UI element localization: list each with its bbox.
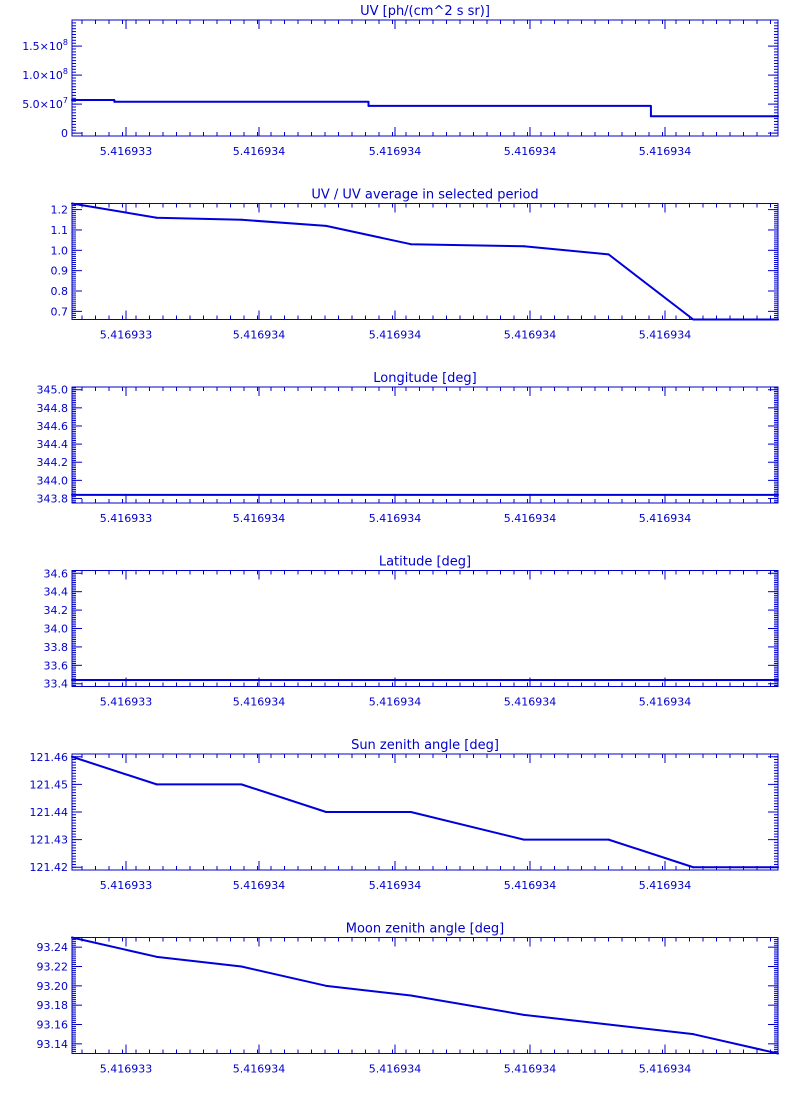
x-tick-label: 5.416933 [99,1062,153,1076]
data-point [777,1053,779,1055]
x-tick-label: 5.416934 [638,879,692,892]
y-tick-label: 344.6 [36,419,68,433]
x-tick-label: 5.416934 [503,145,557,158]
data-point [113,101,115,103]
chart-panel-2 [51,188,780,342]
y-tick-label: 93.20 [36,979,68,993]
y-tick-label: 93.14 [36,1037,68,1051]
data-point [523,1014,525,1016]
y-tick-label: 121.42 [29,861,68,875]
data-point [777,679,779,681]
x-tick-label: 5.416934 [638,1062,692,1076]
x-tick-label: 5.416934 [368,879,422,892]
data-point [240,966,242,968]
x-tick-label: 5.416934 [232,879,286,892]
plot-frame [72,938,778,1054]
data-point [692,319,694,321]
y-tick-label: 345.0 [36,383,68,397]
y-tick-label: 121.45 [29,778,68,792]
chart-title: UV [ph/(cm^2 s sr)] [360,4,490,19]
y-tick-label: $1.5\times 10^8$ [22,38,68,54]
y-tick-label: 93.16 [36,1018,68,1032]
y-tick-label: 1.1 [50,223,68,237]
data-point [71,203,73,205]
data-point [325,225,327,227]
y-tick-label: 344.8 [36,401,68,415]
y-tick-label: 121.44 [29,806,68,819]
data-point [156,783,158,785]
y-tick-label: 93.18 [36,999,68,1013]
y-tick-label: 33.6 [43,659,68,673]
data-point [692,866,694,868]
x-tick-label: 5.416933 [99,145,153,158]
x-tick-label: 5.416934 [638,145,692,158]
y-tick-label: 0.8 [50,285,68,299]
series-line [72,204,778,320]
x-tick-label: 5.416934 [368,145,422,158]
x-tick-label: 5.416934 [503,695,557,709]
x-tick-label: 5.416934 [638,512,692,525]
data-point [777,866,779,868]
data-point [71,679,73,681]
y-tick-label: 344.4 [36,438,68,452]
data-point [240,783,242,785]
chart-title: Sun zenith angle [deg] [351,738,499,753]
y-tick-label: 33.4 [43,677,68,691]
data-point [608,1024,610,1026]
chart-title: Moon zenith angle [deg] [345,921,505,937]
x-tick-label: 5.416934 [232,328,286,342]
data-point [608,253,610,255]
x-tick-label: 5.416933 [99,695,153,709]
series-line [72,757,778,867]
y-tick-label: $5.0\times 10^7$ [22,96,68,112]
x-tick-label: 5.416934 [232,512,286,525]
y-tick-label: 93.24 [36,941,68,955]
y-tick-label: 0 [61,127,68,141]
x-tick-label: 5.416934 [232,1062,286,1076]
x-tick-label: 5.416934 [503,512,557,525]
data-point [777,494,779,496]
data-point [156,217,158,219]
x-tick-label: 5.416934 [232,695,286,709]
plot-frame [72,20,778,136]
data-point [71,494,73,496]
y-tick-label: 93.22 [36,960,68,974]
x-tick-label: 5.416934 [503,1062,557,1076]
data-point [523,245,525,247]
data-point [650,115,652,117]
y-tick-label: 33.8 [43,640,68,654]
chart-panel-1 [22,4,779,158]
x-tick-label: 5.416934 [368,328,422,342]
x-tick-label: 5.416934 [638,695,692,709]
chart-panel-6 [37,922,780,1076]
chart-panel-3 [37,371,780,525]
x-tick-label: 5.416934 [368,512,422,525]
x-tick-label: 5.416933 [99,879,153,892]
data-point [608,839,610,841]
series-line [72,938,778,1054]
data-point [410,995,412,997]
data-point [777,115,779,117]
data-point [692,1033,694,1035]
x-tick-label: 5.416934 [503,879,557,892]
y-tick-label: 1.0 [50,244,68,258]
data-point [325,811,327,813]
data-point [777,319,779,321]
data-point [410,243,412,245]
chart-panel-5 [30,738,780,892]
data-point [71,99,73,101]
chart-panel-4 [44,555,780,709]
data-point [368,105,370,107]
series-line [72,100,778,116]
chart-title: UV / UV average in selected period [311,187,539,203]
x-tick-label: 5.416934 [232,145,286,158]
x-tick-label: 5.416934 [638,328,692,342]
data-point [71,937,73,939]
chart-title: Longitude [deg] [373,371,477,386]
data-point [325,985,327,987]
y-tick-label: 344.0 [36,474,68,488]
y-tick-label: 121.43 [29,833,68,847]
y-tick-label: 34.0 [43,622,68,636]
plot-frame [72,571,778,687]
y-tick-label: 0.7 [50,305,68,319]
y-tick-label: 34.6 [43,567,68,581]
y-tick-label: 0.9 [50,264,68,278]
chart-title: Latitude [deg] [378,554,472,570]
data-point [71,756,73,758]
data-point [523,839,525,841]
plot-frame [72,754,778,870]
x-tick-label: 5.416934 [503,328,557,342]
y-tick-label: 34.2 [43,604,68,618]
y-tick-label: 344.2 [36,456,68,470]
x-tick-label: 5.416933 [99,328,153,342]
data-point [156,956,158,958]
y-tick-label: $1.0\times 10^8$ [22,67,68,83]
y-tick-label: 1.2 [50,203,68,217]
x-tick-label: 5.416934 [368,695,422,709]
x-tick-label: 5.416933 [99,512,153,525]
y-tick-label: 343.8 [36,492,68,506]
data-point [410,811,412,813]
y-tick-label: 34.4 [43,585,68,599]
data-point [240,219,242,221]
y-tick-label: 121.46 [29,750,68,764]
x-tick-label: 5.416934 [368,1062,422,1076]
plot-frame [72,387,778,503]
